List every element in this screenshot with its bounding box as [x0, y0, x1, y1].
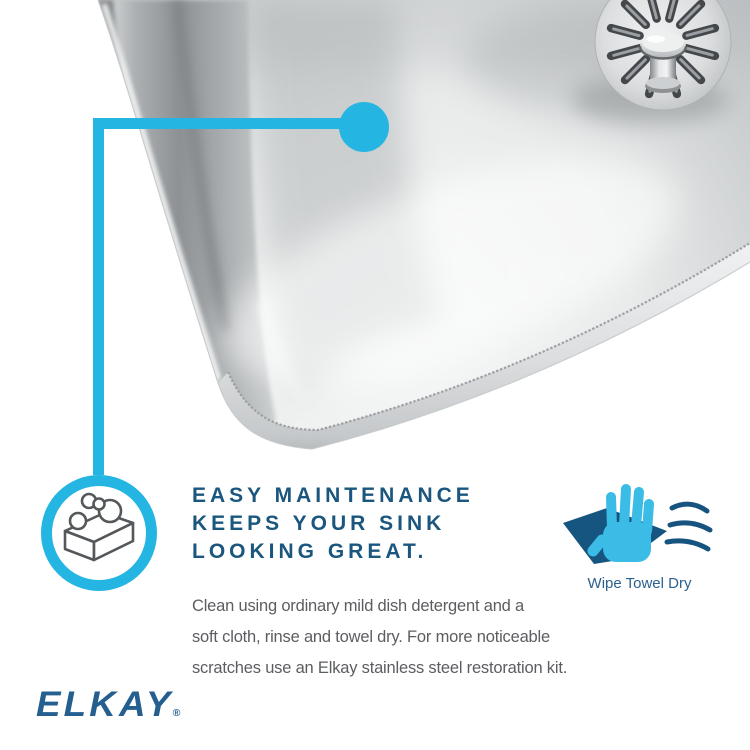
motion-lines-icon: [667, 504, 710, 549]
elkay-logo-text: ELKAY: [36, 685, 174, 724]
wipe-towel-icon: [552, 478, 727, 578]
callout-line-horizontal: [93, 118, 364, 129]
body-text: [192, 591, 567, 684]
elkay-logo: [36, 685, 181, 725]
body-line: scratches use an Elkay stainless steel restoration kit.: [192, 659, 568, 677]
body-line: soft cloth, rinse and towel dry. For more noticeable: [192, 628, 550, 646]
wipe-towel-label: Wipe Towel Dry: [587, 575, 692, 592]
soap-icon: [52, 486, 146, 580]
headline-line: EASY MAINTENANCE: [192, 484, 474, 507]
body-line: Clean using ordinary mild dish detergent and a: [192, 597, 525, 615]
callout-dot: [339, 102, 389, 152]
headline: [192, 482, 474, 566]
callout-line-vertical: [93, 118, 104, 475]
headline-line: KEEPS YOUR SINK: [192, 512, 446, 535]
registered-mark: ®: [172, 708, 181, 719]
soap-icon-badge: [41, 475, 157, 591]
headline-line: LOOKING GREAT.: [192, 540, 428, 563]
